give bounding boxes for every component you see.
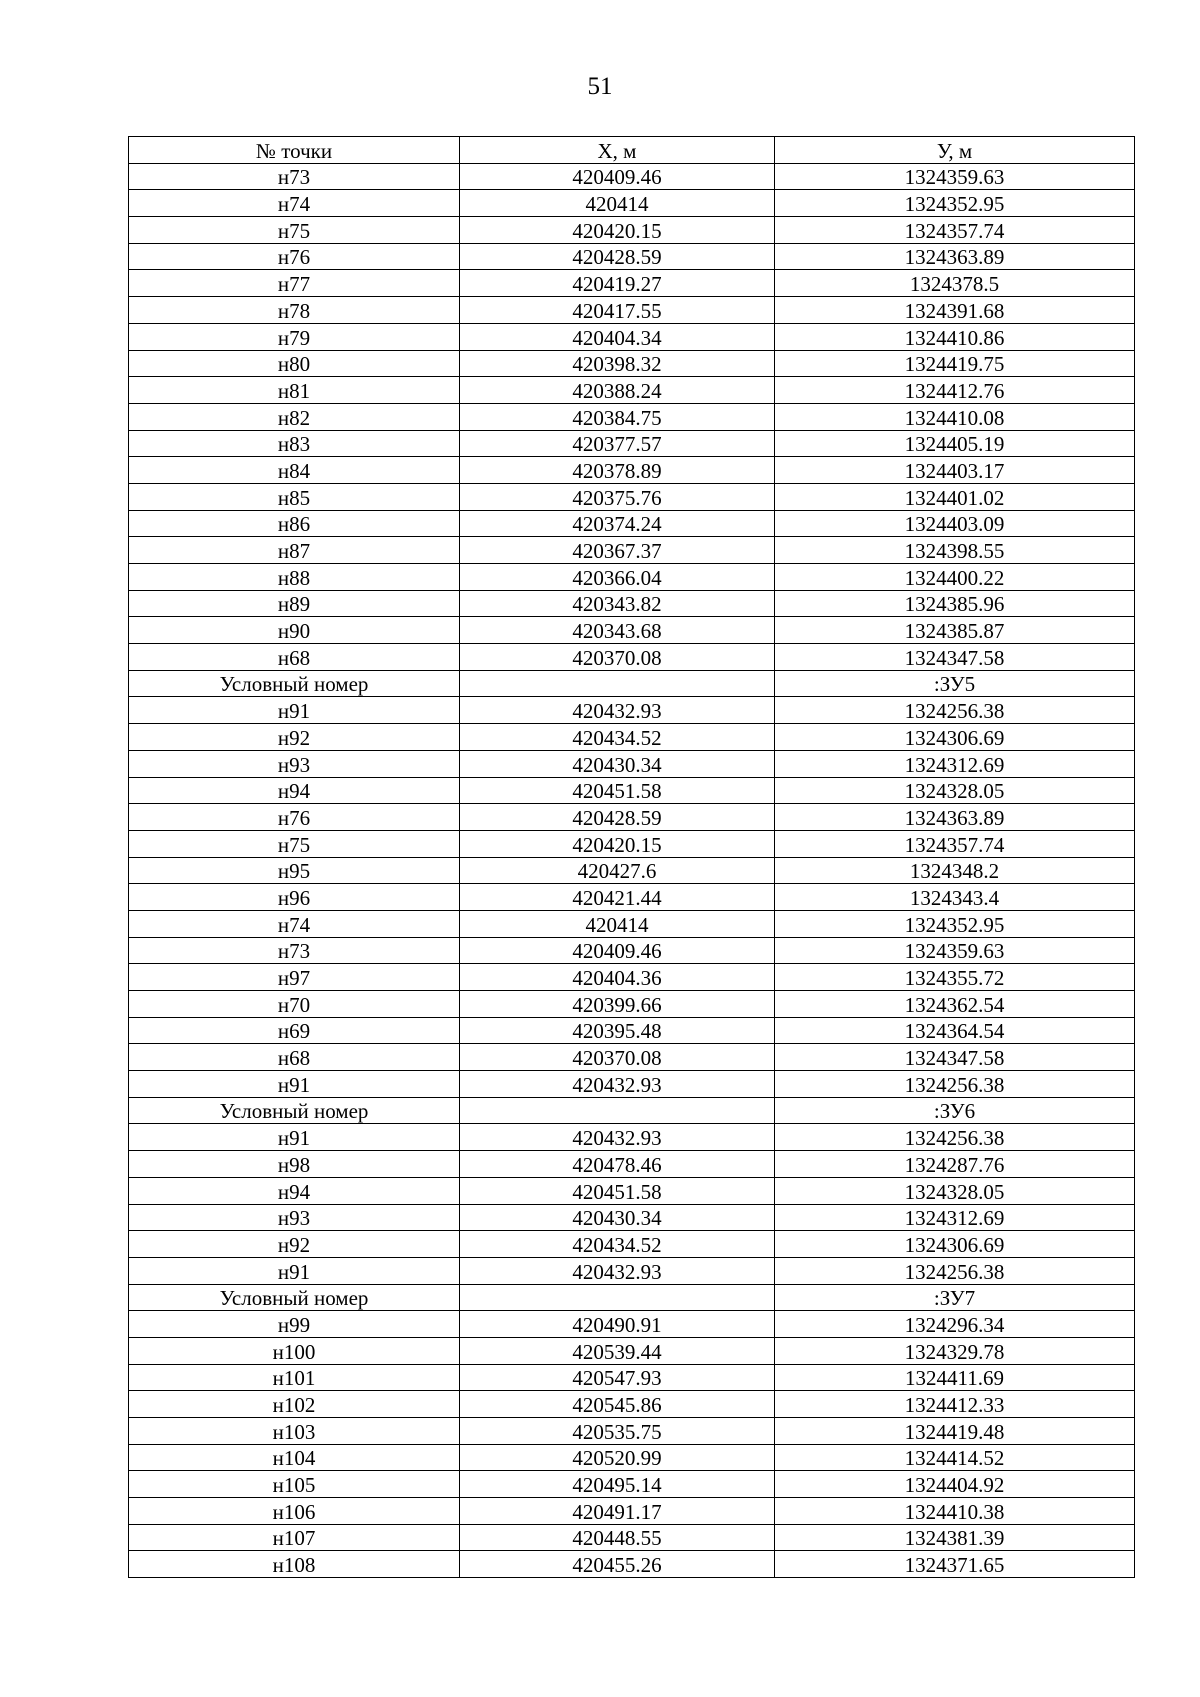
table-row (129, 297, 1135, 324)
y-coordinate-cell: 1324256.38 (775, 1257, 1135, 1284)
y-coordinate-cell: 1324347.58 (775, 644, 1135, 671)
x-coordinate-cell: 420535.75 (460, 1418, 775, 1445)
y-coordinate-cell: 1324404.92 (775, 1471, 1135, 1498)
y-coordinate-cell: 1324381.39 (775, 1524, 1135, 1551)
point-cell: н91 (129, 697, 460, 724)
x-coordinate-cell: 420427.6 (460, 857, 775, 884)
y-coordinate-cell: :ЗУ7 (775, 1284, 1135, 1311)
point-cell: н82 (129, 403, 460, 430)
y-coordinate-cell: 1324401.02 (775, 483, 1135, 510)
x-coordinate-cell: 420420.15 (460, 830, 775, 857)
point-cell: н78 (129, 297, 460, 324)
table-row (129, 217, 1135, 244)
table-row (129, 697, 1135, 724)
point-cell: н91 (129, 1124, 460, 1151)
table-row (129, 1204, 1135, 1231)
point-cell: н85 (129, 483, 460, 510)
y-coordinate-cell: 1324328.05 (775, 1177, 1135, 1204)
point-cell: н92 (129, 1231, 460, 1258)
y-coordinate-cell: 1324359.63 (775, 163, 1135, 190)
point-cell: Условный номер (129, 1097, 460, 1124)
y-coordinate-cell: 1324343.4 (775, 884, 1135, 911)
table-row (129, 1418, 1135, 1445)
point-cell: Условный номер (129, 1284, 460, 1311)
x-coordinate-cell: 420478.46 (460, 1151, 775, 1178)
y-coordinate-cell: 1324385.87 (775, 617, 1135, 644)
point-cell: н92 (129, 724, 460, 751)
point-cell: н75 (129, 217, 460, 244)
x-coordinate-cell: 420545.86 (460, 1391, 775, 1418)
x-coordinate-cell: 420520.99 (460, 1444, 775, 1471)
y-coordinate-cell: 1324364.54 (775, 1017, 1135, 1044)
y-coordinate-cell: 1324410.86 (775, 323, 1135, 350)
point-cell: н105 (129, 1471, 460, 1498)
table-row (129, 910, 1135, 937)
table-row (129, 1257, 1135, 1284)
x-coordinate-cell: 420420.15 (460, 217, 775, 244)
table-row (129, 1017, 1135, 1044)
x-coordinate-cell: 420495.14 (460, 1471, 775, 1498)
table-row (129, 430, 1135, 457)
column-header-y: У, м (775, 137, 1135, 164)
table-row (129, 750, 1135, 777)
point-cell: н76 (129, 804, 460, 831)
point-cell: н91 (129, 1071, 460, 1098)
table-row (129, 483, 1135, 510)
point-cell: н86 (129, 510, 460, 537)
point-cell: н90 (129, 617, 460, 644)
x-coordinate-cell: 420375.76 (460, 483, 775, 510)
x-coordinate-cell: 420404.34 (460, 323, 775, 350)
y-coordinate-cell: 1324306.69 (775, 724, 1135, 751)
x-coordinate-cell: 420490.91 (460, 1311, 775, 1338)
point-cell: н87 (129, 537, 460, 564)
point-cell: н103 (129, 1418, 460, 1445)
table-row (129, 857, 1135, 884)
y-coordinate-cell: 1324256.38 (775, 697, 1135, 724)
point-cell: н68 (129, 644, 460, 671)
point-cell: н77 (129, 270, 460, 297)
table-row (129, 457, 1135, 484)
table-row (129, 1097, 1135, 1124)
point-cell: н81 (129, 377, 460, 404)
y-coordinate-cell: 1324312.69 (775, 1204, 1135, 1231)
y-coordinate-cell: 1324359.63 (775, 937, 1135, 964)
table-row (129, 1124, 1135, 1151)
point-cell: Условный номер (129, 670, 460, 697)
page-number: 51 (587, 73, 613, 100)
x-coordinate-cell: 420377.57 (460, 430, 775, 457)
table-header-row (129, 137, 1135, 164)
y-coordinate-cell: 1324357.74 (775, 830, 1135, 857)
table-row (129, 1284, 1135, 1311)
point-cell: н88 (129, 564, 460, 591)
x-coordinate-cell: 420428.59 (460, 804, 775, 831)
table-row (129, 1551, 1135, 1578)
table-row (129, 564, 1135, 591)
point-cell: н74 (129, 910, 460, 937)
table-row (129, 1044, 1135, 1071)
x-coordinate-cell: 420378.89 (460, 457, 775, 484)
y-coordinate-cell: 1324414.52 (775, 1444, 1135, 1471)
point-cell: н74 (129, 190, 460, 217)
y-coordinate-cell: 1324347.58 (775, 1044, 1135, 1071)
table-row (129, 537, 1135, 564)
point-cell: н69 (129, 1017, 460, 1044)
y-coordinate-cell: 1324419.75 (775, 350, 1135, 377)
point-cell: н93 (129, 750, 460, 777)
table-row (129, 1311, 1135, 1338)
table-row (129, 1391, 1135, 1418)
x-coordinate-cell: 420409.46 (460, 937, 775, 964)
table-row (129, 270, 1135, 297)
y-coordinate-cell: 1324352.95 (775, 910, 1135, 937)
y-coordinate-cell: 1324411.69 (775, 1364, 1135, 1391)
point-cell: н70 (129, 991, 460, 1018)
point-cell: н68 (129, 1044, 460, 1071)
x-coordinate-cell: 420395.48 (460, 1017, 775, 1044)
x-coordinate-cell: 420432.93 (460, 1124, 775, 1151)
x-coordinate-cell: 420367.37 (460, 537, 775, 564)
y-coordinate-cell: 1324412.76 (775, 377, 1135, 404)
table-row (129, 190, 1135, 217)
point-cell: н83 (129, 430, 460, 457)
x-coordinate-cell: 420434.52 (460, 1231, 775, 1258)
point-cell: н91 (129, 1257, 460, 1284)
point-cell: н101 (129, 1364, 460, 1391)
table-row (129, 590, 1135, 617)
x-coordinate-cell: 420409.46 (460, 163, 775, 190)
point-cell: н94 (129, 777, 460, 804)
table-row (129, 1177, 1135, 1204)
y-coordinate-cell: 1324287.76 (775, 1151, 1135, 1178)
coordinates-table (128, 136, 1135, 1578)
point-cell: н95 (129, 857, 460, 884)
table-body (129, 163, 1135, 1577)
table-row (129, 884, 1135, 911)
y-coordinate-cell: 1324410.38 (775, 1498, 1135, 1525)
x-coordinate-cell: 420366.04 (460, 564, 775, 591)
point-cell: н107 (129, 1524, 460, 1551)
x-coordinate-cell: 420451.58 (460, 777, 775, 804)
point-cell: н73 (129, 937, 460, 964)
y-coordinate-cell: 1324400.22 (775, 564, 1135, 591)
table-row (129, 1337, 1135, 1364)
y-coordinate-cell: 1324348.2 (775, 857, 1135, 884)
y-coordinate-cell: 1324256.38 (775, 1071, 1135, 1098)
table-row (129, 1498, 1135, 1525)
table-row (129, 1071, 1135, 1098)
y-coordinate-cell: 1324412.33 (775, 1391, 1135, 1418)
y-coordinate-cell: 1324363.89 (775, 243, 1135, 270)
table-row (129, 617, 1135, 644)
y-coordinate-cell: :ЗУ5 (775, 670, 1135, 697)
point-cell: н96 (129, 884, 460, 911)
x-coordinate-cell: 420404.36 (460, 964, 775, 991)
x-coordinate-cell: 420432.93 (460, 1071, 775, 1098)
x-coordinate-cell: 420491.17 (460, 1498, 775, 1525)
table-row (129, 323, 1135, 350)
x-coordinate-cell: 420428.59 (460, 243, 775, 270)
y-coordinate-cell: 1324419.48 (775, 1418, 1135, 1445)
y-coordinate-cell: 1324256.38 (775, 1124, 1135, 1151)
column-header-x: X, м (460, 137, 775, 164)
point-cell: н73 (129, 163, 460, 190)
table-row (129, 350, 1135, 377)
point-cell: н100 (129, 1337, 460, 1364)
y-coordinate-cell: 1324357.74 (775, 217, 1135, 244)
y-coordinate-cell: 1324363.89 (775, 804, 1135, 831)
column-header-point: № точки (129, 137, 460, 164)
table-row (129, 1444, 1135, 1471)
x-coordinate-cell: 420430.34 (460, 1204, 775, 1231)
x-coordinate-cell: 420414 (460, 910, 775, 937)
x-coordinate-cell: 420430.34 (460, 750, 775, 777)
table-row (129, 1364, 1135, 1391)
table-row (129, 644, 1135, 671)
x-coordinate-cell: 420370.08 (460, 644, 775, 671)
x-coordinate-cell: 420451.58 (460, 1177, 775, 1204)
table-row (129, 777, 1135, 804)
x-coordinate-cell: 420388.24 (460, 377, 775, 404)
y-coordinate-cell: 1324329.78 (775, 1337, 1135, 1364)
point-cell: н79 (129, 323, 460, 350)
table-row (129, 1231, 1135, 1258)
table-row (129, 804, 1135, 831)
y-coordinate-cell: 1324410.08 (775, 403, 1135, 430)
point-cell: н80 (129, 350, 460, 377)
y-coordinate-cell: 1324312.69 (775, 750, 1135, 777)
point-cell: н104 (129, 1444, 460, 1471)
point-cell: н89 (129, 590, 460, 617)
table-row (129, 830, 1135, 857)
y-coordinate-cell: 1324352.95 (775, 190, 1135, 217)
y-coordinate-cell: 1324296.34 (775, 1311, 1135, 1338)
table-row (129, 991, 1135, 1018)
y-coordinate-cell: 1324385.96 (775, 590, 1135, 617)
x-coordinate-cell: 420398.32 (460, 350, 775, 377)
table-row (129, 243, 1135, 270)
table-row (129, 1151, 1135, 1178)
y-coordinate-cell: 1324405.19 (775, 430, 1135, 457)
table-row (129, 1471, 1135, 1498)
table-row (129, 670, 1135, 697)
y-coordinate-cell: 1324403.09 (775, 510, 1135, 537)
point-cell: н98 (129, 1151, 460, 1178)
y-coordinate-cell: 1324328.05 (775, 777, 1135, 804)
x-coordinate-cell: 420370.08 (460, 1044, 775, 1071)
x-coordinate-cell: 420417.55 (460, 297, 775, 324)
point-cell: н94 (129, 1177, 460, 1204)
point-cell: н99 (129, 1311, 460, 1338)
x-coordinate-cell: 420547.93 (460, 1364, 775, 1391)
y-coordinate-cell: 1324391.68 (775, 297, 1135, 324)
table-row (129, 510, 1135, 537)
x-coordinate-cell (460, 670, 775, 697)
x-coordinate-cell: 420421.44 (460, 884, 775, 911)
x-coordinate-cell: 420419.27 (460, 270, 775, 297)
y-coordinate-cell: 1324371.65 (775, 1551, 1135, 1578)
x-coordinate-cell: 420399.66 (460, 991, 775, 1018)
table-row (129, 964, 1135, 991)
x-coordinate-cell: 420384.75 (460, 403, 775, 430)
y-coordinate-cell: 1324306.69 (775, 1231, 1135, 1258)
point-cell: н102 (129, 1391, 460, 1418)
table-row (129, 377, 1135, 404)
x-coordinate-cell: 420432.93 (460, 697, 775, 724)
x-coordinate-cell: 420434.52 (460, 724, 775, 751)
point-cell: н84 (129, 457, 460, 484)
y-coordinate-cell: 1324355.72 (775, 964, 1135, 991)
x-coordinate-cell: 420539.44 (460, 1337, 775, 1364)
point-cell: н97 (129, 964, 460, 991)
point-cell: н76 (129, 243, 460, 270)
y-coordinate-cell: :ЗУ6 (775, 1097, 1135, 1124)
table-row (129, 937, 1135, 964)
y-coordinate-cell: 1324403.17 (775, 457, 1135, 484)
x-coordinate-cell: 420374.24 (460, 510, 775, 537)
x-coordinate-cell: 420343.82 (460, 590, 775, 617)
table-row (129, 163, 1135, 190)
y-coordinate-cell: 1324398.55 (775, 537, 1135, 564)
x-coordinate-cell: 420414 (460, 190, 775, 217)
y-coordinate-cell: 1324378.5 (775, 270, 1135, 297)
y-coordinate-cell: 1324362.54 (775, 991, 1135, 1018)
x-coordinate-cell: 420448.55 (460, 1524, 775, 1551)
point-cell: н75 (129, 830, 460, 857)
point-cell: н108 (129, 1551, 460, 1578)
x-coordinate-cell (460, 1284, 775, 1311)
x-coordinate-cell: 420455.26 (460, 1551, 775, 1578)
point-cell: н106 (129, 1498, 460, 1525)
table-row (129, 403, 1135, 430)
table-row (129, 724, 1135, 751)
x-coordinate-cell: 420432.93 (460, 1257, 775, 1284)
point-cell: н93 (129, 1204, 460, 1231)
x-coordinate-cell: 420343.68 (460, 617, 775, 644)
table-row (129, 1524, 1135, 1551)
x-coordinate-cell (460, 1097, 775, 1124)
